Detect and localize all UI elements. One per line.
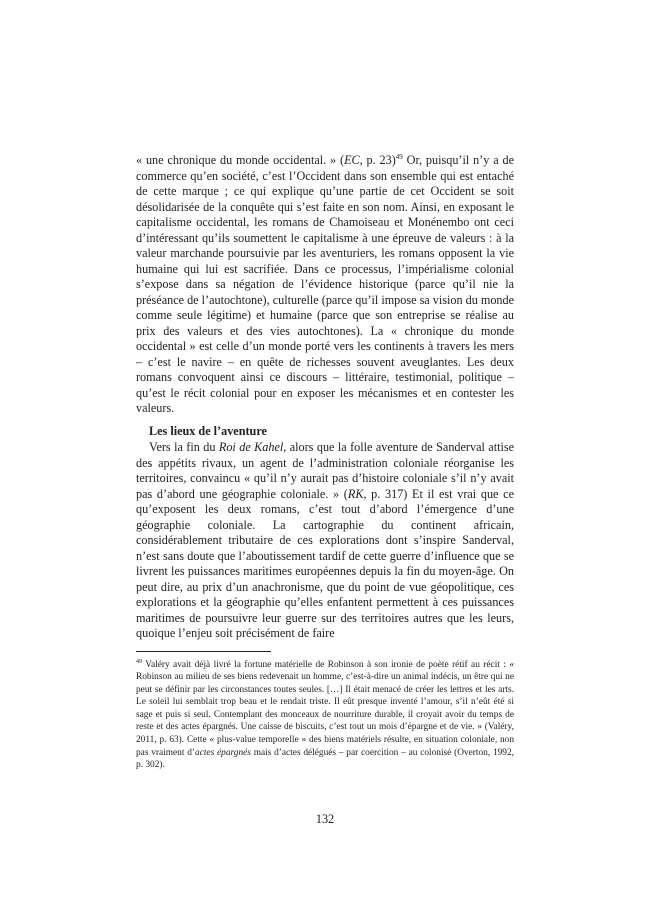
- text-span: mais d’actes délégués – par coercition – au colonisé (Overton, 1992, p. 302).: [136, 747, 514, 771]
- text-span: , p. 317) Et il est vrai que ce qu’exposent les deux romans, c’est tout d’abord l’émergence d’une géographie coloniale. La cartographie du continent africain, considérablement tributaire de ces explorations dont s’inspire Sanderval, n’est sans doute que l’aboutissement tardif de cette guerre d’influence que se livrent les puissances maritimes européennes depuis la fin du moyen-âge. On peut dire, au prix d’un anachronisme, que du point de vue géopolitique, ces explorations et la géographie qu’elles enfantent permettent à ces puissances maritimes de poursuivre leur guerre sur des territoires autres que les leurs, quoique l’enjeu soit précisément de faire: [136, 486, 514, 640]
- text-span: « une chronique du monde occidental. » (: [136, 153, 345, 167]
- footnote-49: [136, 659, 514, 772]
- text-span: Valéry avait déjà livré la fortune matérielle de Robinson à son ironie de poète rétif au récit : « Robinson au milieu de ses biens redevenait un homme, c’est-à-dire un animal indécis, un être qui ne peut se définir par les circonstances toutes seules. […] Il était menacé de créer les lettres et les arts. Le soleil lui semblait trop beau et le rendait triste. Il eût presque inventé l’amour, s’il n’eût été si sage et puis si seul. Contemplant des monceaux de nourriture durable, il croyait avoir du temps de reste et des actes épargnés. Une caisse de biscuits, c’est tout un mois d’épargne et de vie. » (Valéry, 2011, p. 63). Cette « plus-value temporelle » des biens matériels résulte, en situation coloniale, non pas vraiment d’: [136, 659, 514, 758]
- footnote-ref[interactable]: 49: [395, 152, 403, 161]
- footnotes: [136, 659, 514, 772]
- text-span: , alors que la folle aventure de Sanderval attise des appétits rivaux, un agent de l’administration coloniale réorganise les territoires, convaincu « qu’il n’y aurait pas d’histoire coloniale s’il n’y avait pas d’abord une géographie coloniale. » (: [136, 440, 515, 501]
- section-heading: Les lieux de l’aventure: [149, 423, 267, 438]
- text-span: Or, puisqu’il n’y a de commerce qu’en société, c’est l’Occident dans son ensemble qui est entaché de cette marque ; ce qui explique qu’une partie de cet Occident se soit désolidarisée de la conquête qui s’est faite en son nom. Ainsi, en exposant le capitalisme occidental, les romans de Chamoiseau et Monénembo ont ceci d’intéressant qu’ils soumettent le capitalisme à une épreuve de valeurs : à la valeur marchande poursuivie par les aventuriers, les romans opposent la vie humaine qui lui est sacrifiée. Dans ce processus, l’impérialisme colonial s’expose dans sa négation de l’évidence historique (parce qu’il nie la préséance de l’autochtone), culturelle (parce qu’il impose sa vision du monde comme seule légitime) et humaine (parce que son entreprise se réalise au prix des valeurs et des vies autochtones). La « chronique du monde occidental » est celle d’un monde porté vers les continents à travers les mers – c’est le navire – en quête de richesses souvent aveuglantes. Les deux romans convoquent ainsi ce discours – littéraire, testimonial, politique – qu’est le récit colonial pour en exposer les mécanismes et en contester les valeurs.: [136, 153, 515, 415]
- paragraph-1: [136, 153, 514, 417]
- book-title: Roi de Kahel: [218, 440, 284, 454]
- footnote-separator: [136, 651, 271, 652]
- page-body: [136, 153, 514, 772]
- italic-phrase: actes épargnés: [195, 747, 251, 758]
- footnote-number: 49: [136, 658, 142, 665]
- page-number: 132: [315, 812, 335, 826]
- abbrev-ec: EC: [344, 153, 360, 167]
- text-span: Vers la fin du: [149, 440, 219, 454]
- abbrev-rk: RK: [347, 486, 364, 501]
- paragraph-2: [136, 440, 514, 642]
- text-span: , p. 23): [359, 153, 396, 167]
